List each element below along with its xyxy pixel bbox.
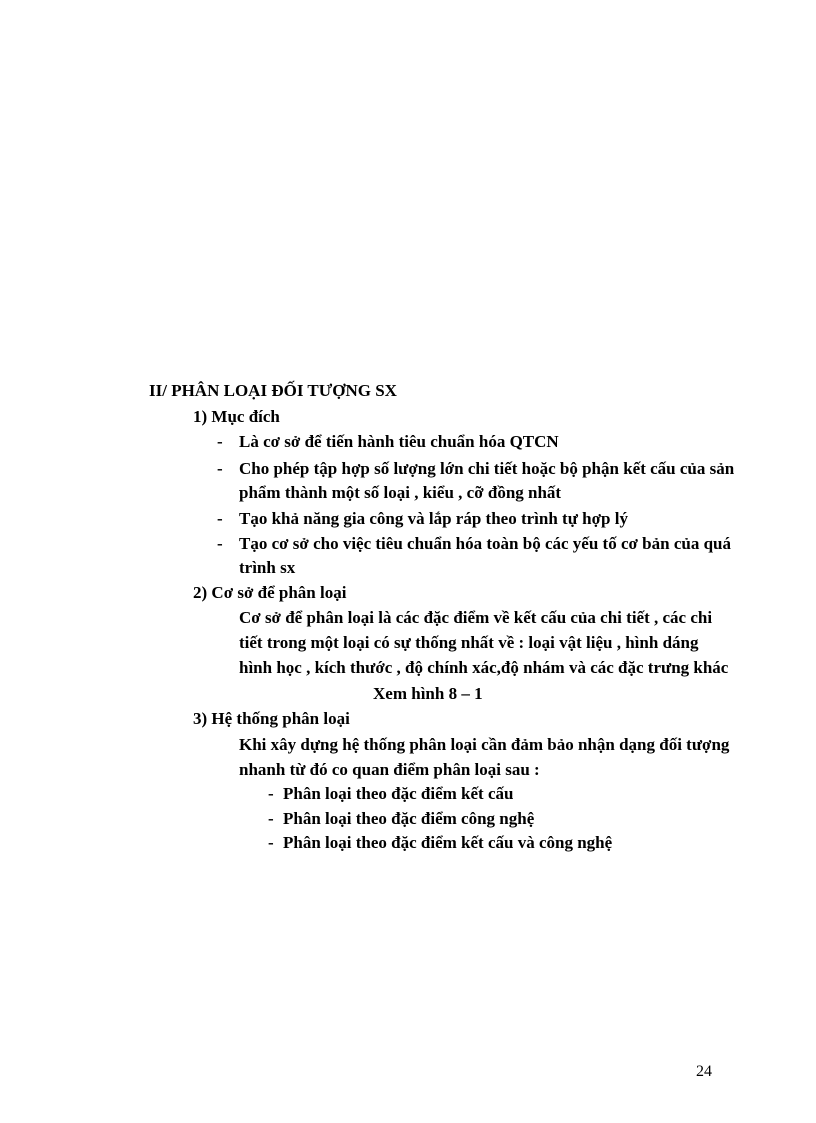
- item-dash: -: [268, 833, 274, 852]
- list-item: Phân loại theo đặc điểm kết cấu và công nghệ: [283, 833, 613, 852]
- subsection-title-purpose: 1) Mục đích: [193, 407, 280, 426]
- item-dash: -: [268, 784, 274, 803]
- figure-reference: Xem hình 8 – 1: [373, 684, 483, 703]
- list-item: Phân loại theo đặc điểm kết cấu: [283, 784, 514, 803]
- list-item: Phân loại theo đặc điểm công nghệ: [283, 809, 535, 828]
- subsection-title-basis: 2) Cơ sở để phân loại: [193, 583, 347, 602]
- page-number: 24: [696, 1063, 712, 1080]
- paragraph-line: tiết trong một loại có sự thống nhất về : loại vật liệu , hình dáng: [239, 633, 699, 652]
- item-dash: -: [268, 809, 274, 828]
- paragraph-line: Khi xây dựng hệ thống phân loại cần đảm bảo nhận dạng đối tượng: [239, 735, 730, 754]
- bullet-text-cont: phẩm thành một số loại , kiểu , cỡ đồng nhất: [239, 483, 562, 502]
- paragraph-line: nhanh từ đó co quan điểm phân loại sau :: [239, 760, 540, 779]
- paragraph-line: Cơ sở để phân loại là các đặc điểm về kết cấu của chi tiết , các chi: [239, 608, 713, 627]
- bullet-text: Cho phép tập hợp số lượng lớn chi tiết hoặc bộ phận kết cấu của sản: [239, 459, 735, 478]
- paragraph-line: hình học , kích thước , độ chính xác,độ nhám và các đặc trưng khác: [239, 658, 729, 677]
- subsection-title-system: 3) Hệ thống phân loại: [193, 709, 350, 728]
- section-heading: II/ PHÂN LOẠI ĐỐI TƯỢNG SX: [149, 381, 397, 400]
- bullet-dash: -: [217, 534, 223, 553]
- bullet-text: Tạo cơ sở cho việc tiêu chuẩn hóa toàn bộ các yếu tố cơ bản của quá: [239, 534, 731, 553]
- bullet-dash: -: [217, 432, 223, 451]
- bullet-text: Tạo khả năng gia công và lắp ráp theo trình tự hợp lý: [239, 509, 628, 528]
- bullet-dash: -: [217, 509, 223, 528]
- bullet-dash: -: [217, 459, 223, 478]
- bullet-text-cont: trình sx: [239, 558, 296, 577]
- bullet-text: Là cơ sở để tiến hành tiêu chuẩn hóa QTCN: [239, 432, 559, 451]
